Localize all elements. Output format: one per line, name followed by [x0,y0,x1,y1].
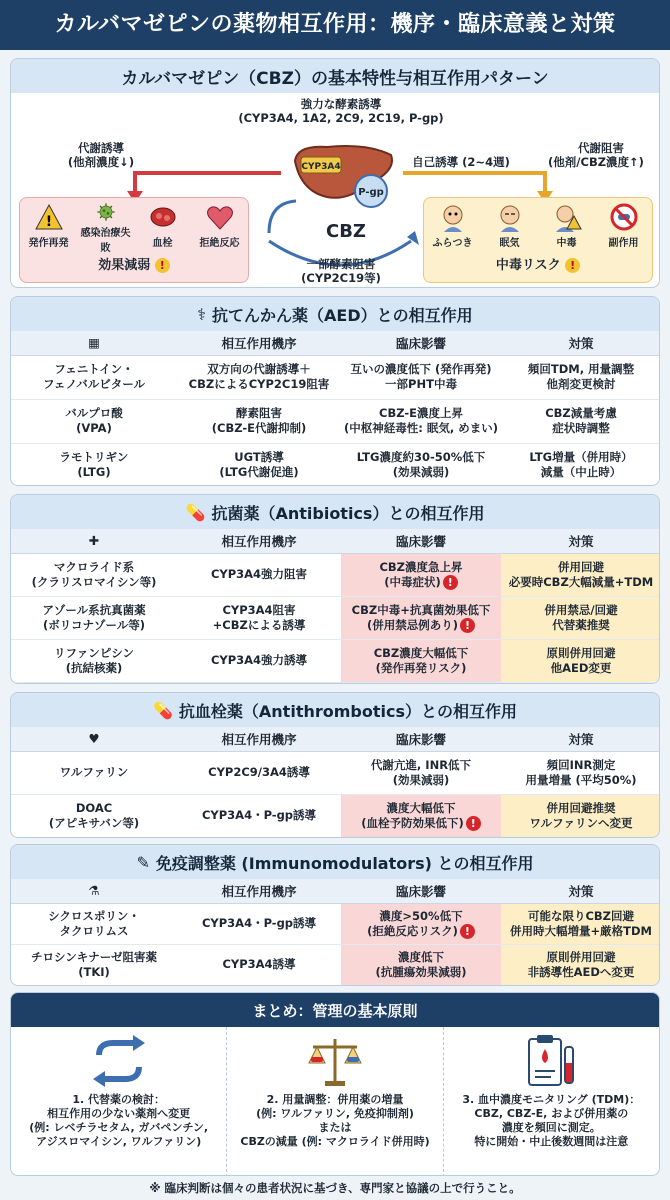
cell-impact: 互いの濃度低下 (発作再発) 一部PHT中毒 [341,355,501,399]
cell-drug: ラモトリギン (LTG) [11,443,177,486]
cell-drug: フェニトイン・ フェノバルビタール [11,355,177,399]
warning-icon: ! [155,258,170,273]
cell-impact: CBZ-E濃度上昇 (中枢神経毒性: 眠気, めまい) [341,399,501,443]
syringe-icon: ✎ [136,852,150,872]
header-mechanism: 相互作用機序 [177,879,341,903]
table-row [11,903,660,944]
aed-section [10,296,660,486]
header-mechanism: 相互作用機序 [177,529,341,553]
metabolic-induction-label: 代謝誘導 [78,141,124,155]
effect-reduction-footer: 効果減弱 [98,258,151,273]
header-impact: 臨床影響 [341,331,501,355]
cell-drug: アゾール系抗真菌薬 (ボリコナゾール等) [11,596,177,639]
clipboard-blood-test-icon [521,1033,581,1089]
table-row [11,443,660,486]
heart-hand-icon: ♥ [11,727,177,751]
cell-measure: 頻回TDM, 用量調整 他剤変更検討 [501,355,660,399]
cell-drug: ワルファリン [11,751,177,794]
right-icon-label: 副作用 [608,238,639,249]
capsule-icon: 💊 [152,700,173,720]
table-row [11,639,660,682]
virus-icon [91,202,121,222]
cell-impact: CBZ濃度大幅低下 (発作再発リスク) [341,639,501,682]
header-measure: 対策 [501,879,660,903]
cell-measure: 頻回INR測定 用量増量 (平均50%) [501,751,660,794]
toxicity-risk-footer: 中毒リスク [495,258,561,273]
warning-icon: ! [460,924,475,939]
cell-impact: CBZ濃度急上昇 (中毒症状) ! [341,553,501,596]
stethoscope-icon: ⚕ [197,304,207,324]
toxicity-risk-box [423,197,653,283]
cell-drug: チロシンキナーゼ阻害薬 (TKI) [11,944,177,985]
seizure-icon-cell [21,202,77,254]
side-effect-icon-cell [596,202,652,254]
cell-mech: CYP3A4阻害 +CBZによる誘導 [177,596,341,639]
page-title: カルバマゼピンの薬物相互作用：機序・臨床意義と対策 [0,0,670,50]
table-row [11,355,660,399]
cell-measure: LTG増量（併用時） 減量（中止時） [501,443,660,486]
left-icon-label: 発作再発 [28,238,69,249]
header-impact: 臨床影響 [341,529,501,553]
immuno-section [10,844,660,986]
warning-icon: ! [466,816,481,831]
cell-mech: 双方向の代謝誘導＋ CBZによるCYP2C19阻害 [177,355,341,399]
cell-drug: シクロスポリン・ タクロリムス [11,903,177,944]
heart-icon [205,202,235,232]
cell-mech: CYP3A4誘導 [177,944,341,985]
overview-title: カルバマゼピン（CBZ）の基本特性与相互作用パターン [11,59,659,93]
partial-inhibition-label: 一部酵素阻害 [306,257,376,271]
summary-item-dose [227,1027,443,1176]
cell-mech: 酵素阻害 (CBZ-E代謝抑制) [177,399,341,443]
medicine-bottle-icon: ⚗ [11,879,177,903]
infection-icon-cell [78,202,134,254]
cell-measure: 可能な限りCBZ回避 併用時大幅増量+厳格TDM [501,903,660,944]
cell-drug: リファンピシン (抗結核薬) [11,639,177,682]
intoxication-icon-cell [539,202,595,254]
antithrombotics-title: 抗血栓薬（Antithrombotics）との相互作用 [178,701,517,721]
header-mechanism: 相互作用機序 [177,727,341,751]
header-impact: 臨床影響 [341,879,501,903]
rejection-icon-cell [192,202,248,254]
strong-induction-title: 強力な酵素誘導 [300,97,382,111]
partial-inhibition-note: (CYP2C19等) [301,271,381,285]
warning-icon: ! [460,618,475,633]
auto-induction-label: 自己誘導 (2~4週) [412,155,510,169]
warning-icon: ! [565,258,580,273]
header-measure: 対策 [501,331,660,355]
aed-table [11,331,660,486]
blood-clot-icon [148,202,178,232]
cell-mech: CYP3A4強力阻害 [177,553,341,596]
footnote: ※ 臨床判断は個々の患者状況に基づき、専門家と協議の上で行うこと。 [149,1181,521,1195]
cell-impact: 濃度>50%低下 (拒絶反応リスク) ! [341,903,501,944]
antithrombotics-section [10,692,660,838]
cell-measure: 併用回避推奨 ワルファリンへ変更 [501,794,660,837]
antibiotics-table [11,529,660,683]
dizziness-icon-cell [425,202,481,254]
swap-arrows-icon [89,1033,149,1089]
table-row [11,553,660,596]
effect-reduction-box [19,197,249,283]
cell-mech: CYP2C9/3A4誘導 [177,751,341,794]
table-row [11,751,660,794]
summary-item-tdm [444,1027,659,1176]
summary-text-1: 1. 代替薬の検討： 相互作用の少ない薬剤へ変更 (例: レベチラセタム, ガバペンチン, アジスロマイシン, ワルファリン) [29,1093,209,1148]
metabolic-inhibition-label: 代謝阻害 [578,141,624,155]
header-measure: 対策 [501,727,660,751]
header-measure: 対策 [501,529,660,553]
no-pill-icon [609,202,639,232]
summary-section [10,992,660,1176]
cell-mech: CYP3A4強力誘導 [177,639,341,682]
cell-measure: 併用禁忌/回避 代替薬推奨 [501,596,660,639]
svg-text:!: ! [45,214,52,230]
cell-drug: バルプロ酸 (VPA) [11,399,177,443]
cell-mech: UGT誘導 (LTG代謝促進) [177,443,341,486]
table-row [11,399,660,443]
header-impact: 臨床影響 [341,727,501,751]
drowsy-icon-cell [482,202,538,254]
cell-measure: 併用回避 必要時CBZ大幅減量+TDM [501,553,660,596]
capsule-icon: 💊 [185,502,206,522]
antibiotics-section [10,494,660,684]
antithrombotics-table [11,727,660,838]
table-row [11,596,660,639]
table-row [11,794,660,837]
cell-impact: CBZ中毒+抗真菌効果低下 (併用禁忌例あり) ! [341,596,501,639]
thrombus-icon-cell [135,202,191,254]
cell-impact: 代謝亢進, INR低下 (効果減弱) [341,751,501,794]
antibiotics-title: 抗菌薬（Antibiotics）との相互作用 [211,503,485,523]
right-icon-label: 中毒 [556,238,577,249]
pgp-label: P-gp [358,187,384,198]
summary-title: まとめ：管理の基本原則 [11,993,659,1027]
table-row [11,944,660,985]
cell-measure: 原則併用回避 非誘導性AEDへ変更 [501,944,660,985]
liver-label: CYP3A4 [301,162,341,172]
dizzy-face-icon [438,202,468,232]
cell-drug: マクロライド系 (クラリスロマイシン等) [11,553,177,596]
left-icon-label: 感染治療失敗 [80,228,131,254]
cell-mech: CYP3A4・P-gp誘導 [177,794,341,837]
cbz-center-label: CBZ [326,221,366,242]
cell-measure: 原則併用回避 他AED変更 [501,639,660,682]
cell-impact: 濃度大幅低下 (血栓予防効果低下) ! [341,794,501,837]
summary-text-2: 2. 用量調整：併用薬の増量 (例: ワルファリン, 免疫抑制剤) または CBZの減量 (例: マクロライド併用時) [240,1093,430,1148]
cell-measure: CBZ減量考慮 症状時調整 [501,399,660,443]
immuno-table [11,879,660,986]
left-icon-label: 拒絶反応 [199,238,240,249]
bandage-icon: ✚ [11,529,177,553]
overview-card [10,58,660,288]
cell-impact: LTG濃度約30-50%低下 (効果減弱) [341,443,501,486]
sleepy-face-icon [495,202,525,232]
strong-induction-enzymes: (CYP3A4, 1A2, 2C9, 2C19, P-gp) [238,111,444,125]
warning-icon: ! [443,575,458,590]
toxic-person-icon [552,202,582,232]
cell-impact: 濃度低下 (抗腫瘍効果減弱) [341,944,501,985]
header-mechanism: 相互作用機序 [177,331,341,355]
liver-icon [287,141,397,213]
cell-drug: DOAC (アピキサバン等) [11,794,177,837]
cell-mech: CYP3A4・P-gp誘導 [177,903,341,944]
left-icon-label: 血栓 [152,238,173,249]
summary-text-3: 3. 血中濃度モニタリング (TDM)： CBZ, CBZ-E, および併用薬の 濃度を頻回に測定。 特に開始・中止後数週間は注意 [462,1093,641,1148]
warning-icon [34,202,64,232]
metabolic-induction-note: (他剤濃度↓) [67,155,135,169]
metabolic-inhibition-note: (他剤/CBZ濃度↑) [548,155,644,169]
right-icon-label: ふらつき [432,238,473,249]
scale-icon [305,1033,365,1089]
immuno-title: 免疫調整薬 (Immunomodulators) との相互作用 [155,853,534,873]
right-icon-label: 眠気 [499,238,520,249]
aed-title: 抗てんかん薬（AED）との相互作用 [212,305,473,325]
summary-item-alternative [11,1027,227,1176]
pill-grid-icon: ▦ [11,331,177,355]
